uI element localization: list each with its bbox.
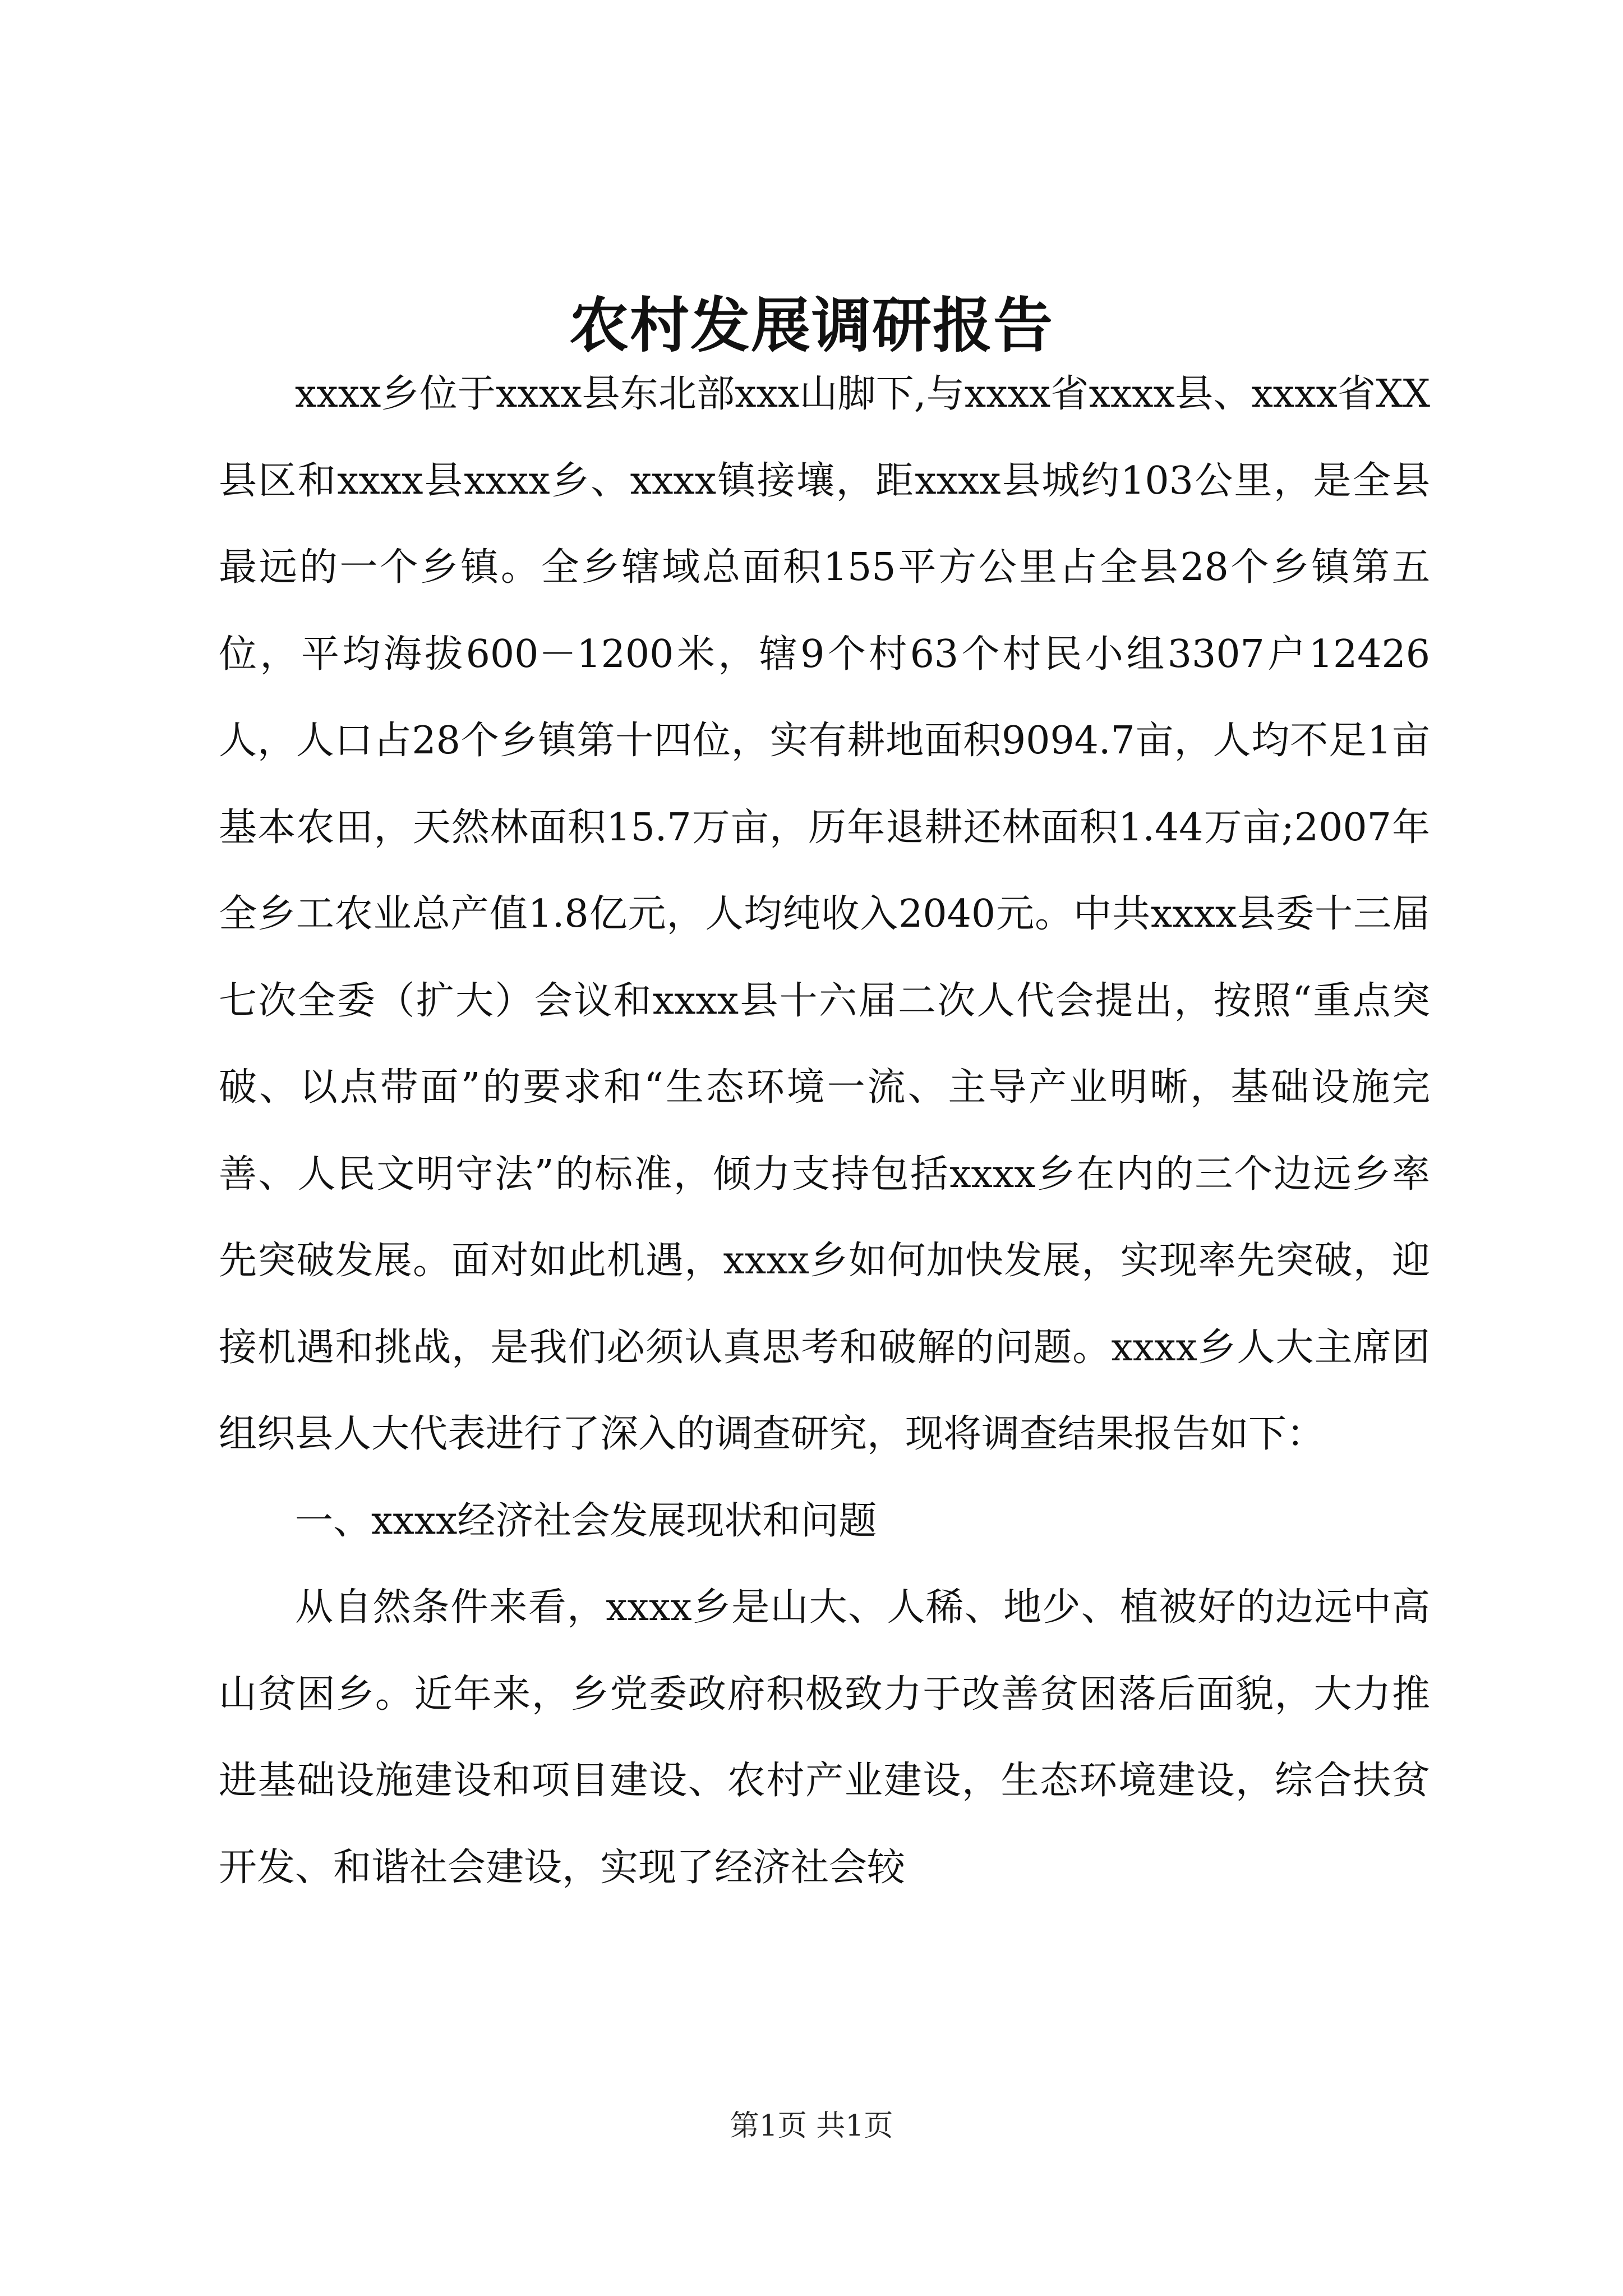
paragraph-natural-conditions: 从自然条件来看，xxxx乡是山大、人稀、地少、植被好的边远中高山贫困乡。近年来，乡党委政府积极致力于改善贫困落后面貌，大力推进基础设施建设和项目建设、农村产业建设，生态环境建设，综合扶贫开发、和谐社会建设，实现了经济社会较 — [219, 1585, 1430, 1890]
document-title: 农村发展调研报告 — [569, 290, 1054, 360]
section-heading: 一、xxxx经济社会发展现状和问题 — [295, 1498, 877, 1543]
document-body — [219, 351, 1430, 1911]
page-footer: 第1页 共1页 — [730, 2109, 893, 2143]
paragraph-intro: xxxx乡位于xxxx县东北部xxx山脚下,与xxxx省xxxx县、xxxx省XX县区和xxxx县xxxx乡、xxxx镇接壤，距xxxx县城约103公里，是全县最远的一个乡镇。全乡辖域总面积155平方公里占全县28个乡镇第五位，平均海拔600－1200米，辖9个村63个村民小组3307户12426人，人口占28个乡镇第十四位，实有耕地面积9094.7亩，人均不足1亩基本农田，天然林面积15.7万亩，历年退耕还林面积1.44万亩;2007年全乡工农业总产值1.8亿元，人均纯收入2040元。中共xxxx县委十三届七次全委（扩大）会议和xxxx县十六届二次人代会提出，按照“重点突破、以点带面”的要求和“生态环境一流、主导产业明晰，基础设施完善、人民文明守法”的标准，倾力支持包括xxxx乡在内的三个边远乡率先突破发展。面对如此机遇，xxxx乡如何加快发展，实现率先突破，迎接机遇和挑战，是我们必须认真思考和破解的问题。xxxx乡人大主席团组织县人大代表进行了深入的调查研究，现将调查结果报告如下： — [219, 372, 1430, 1456]
